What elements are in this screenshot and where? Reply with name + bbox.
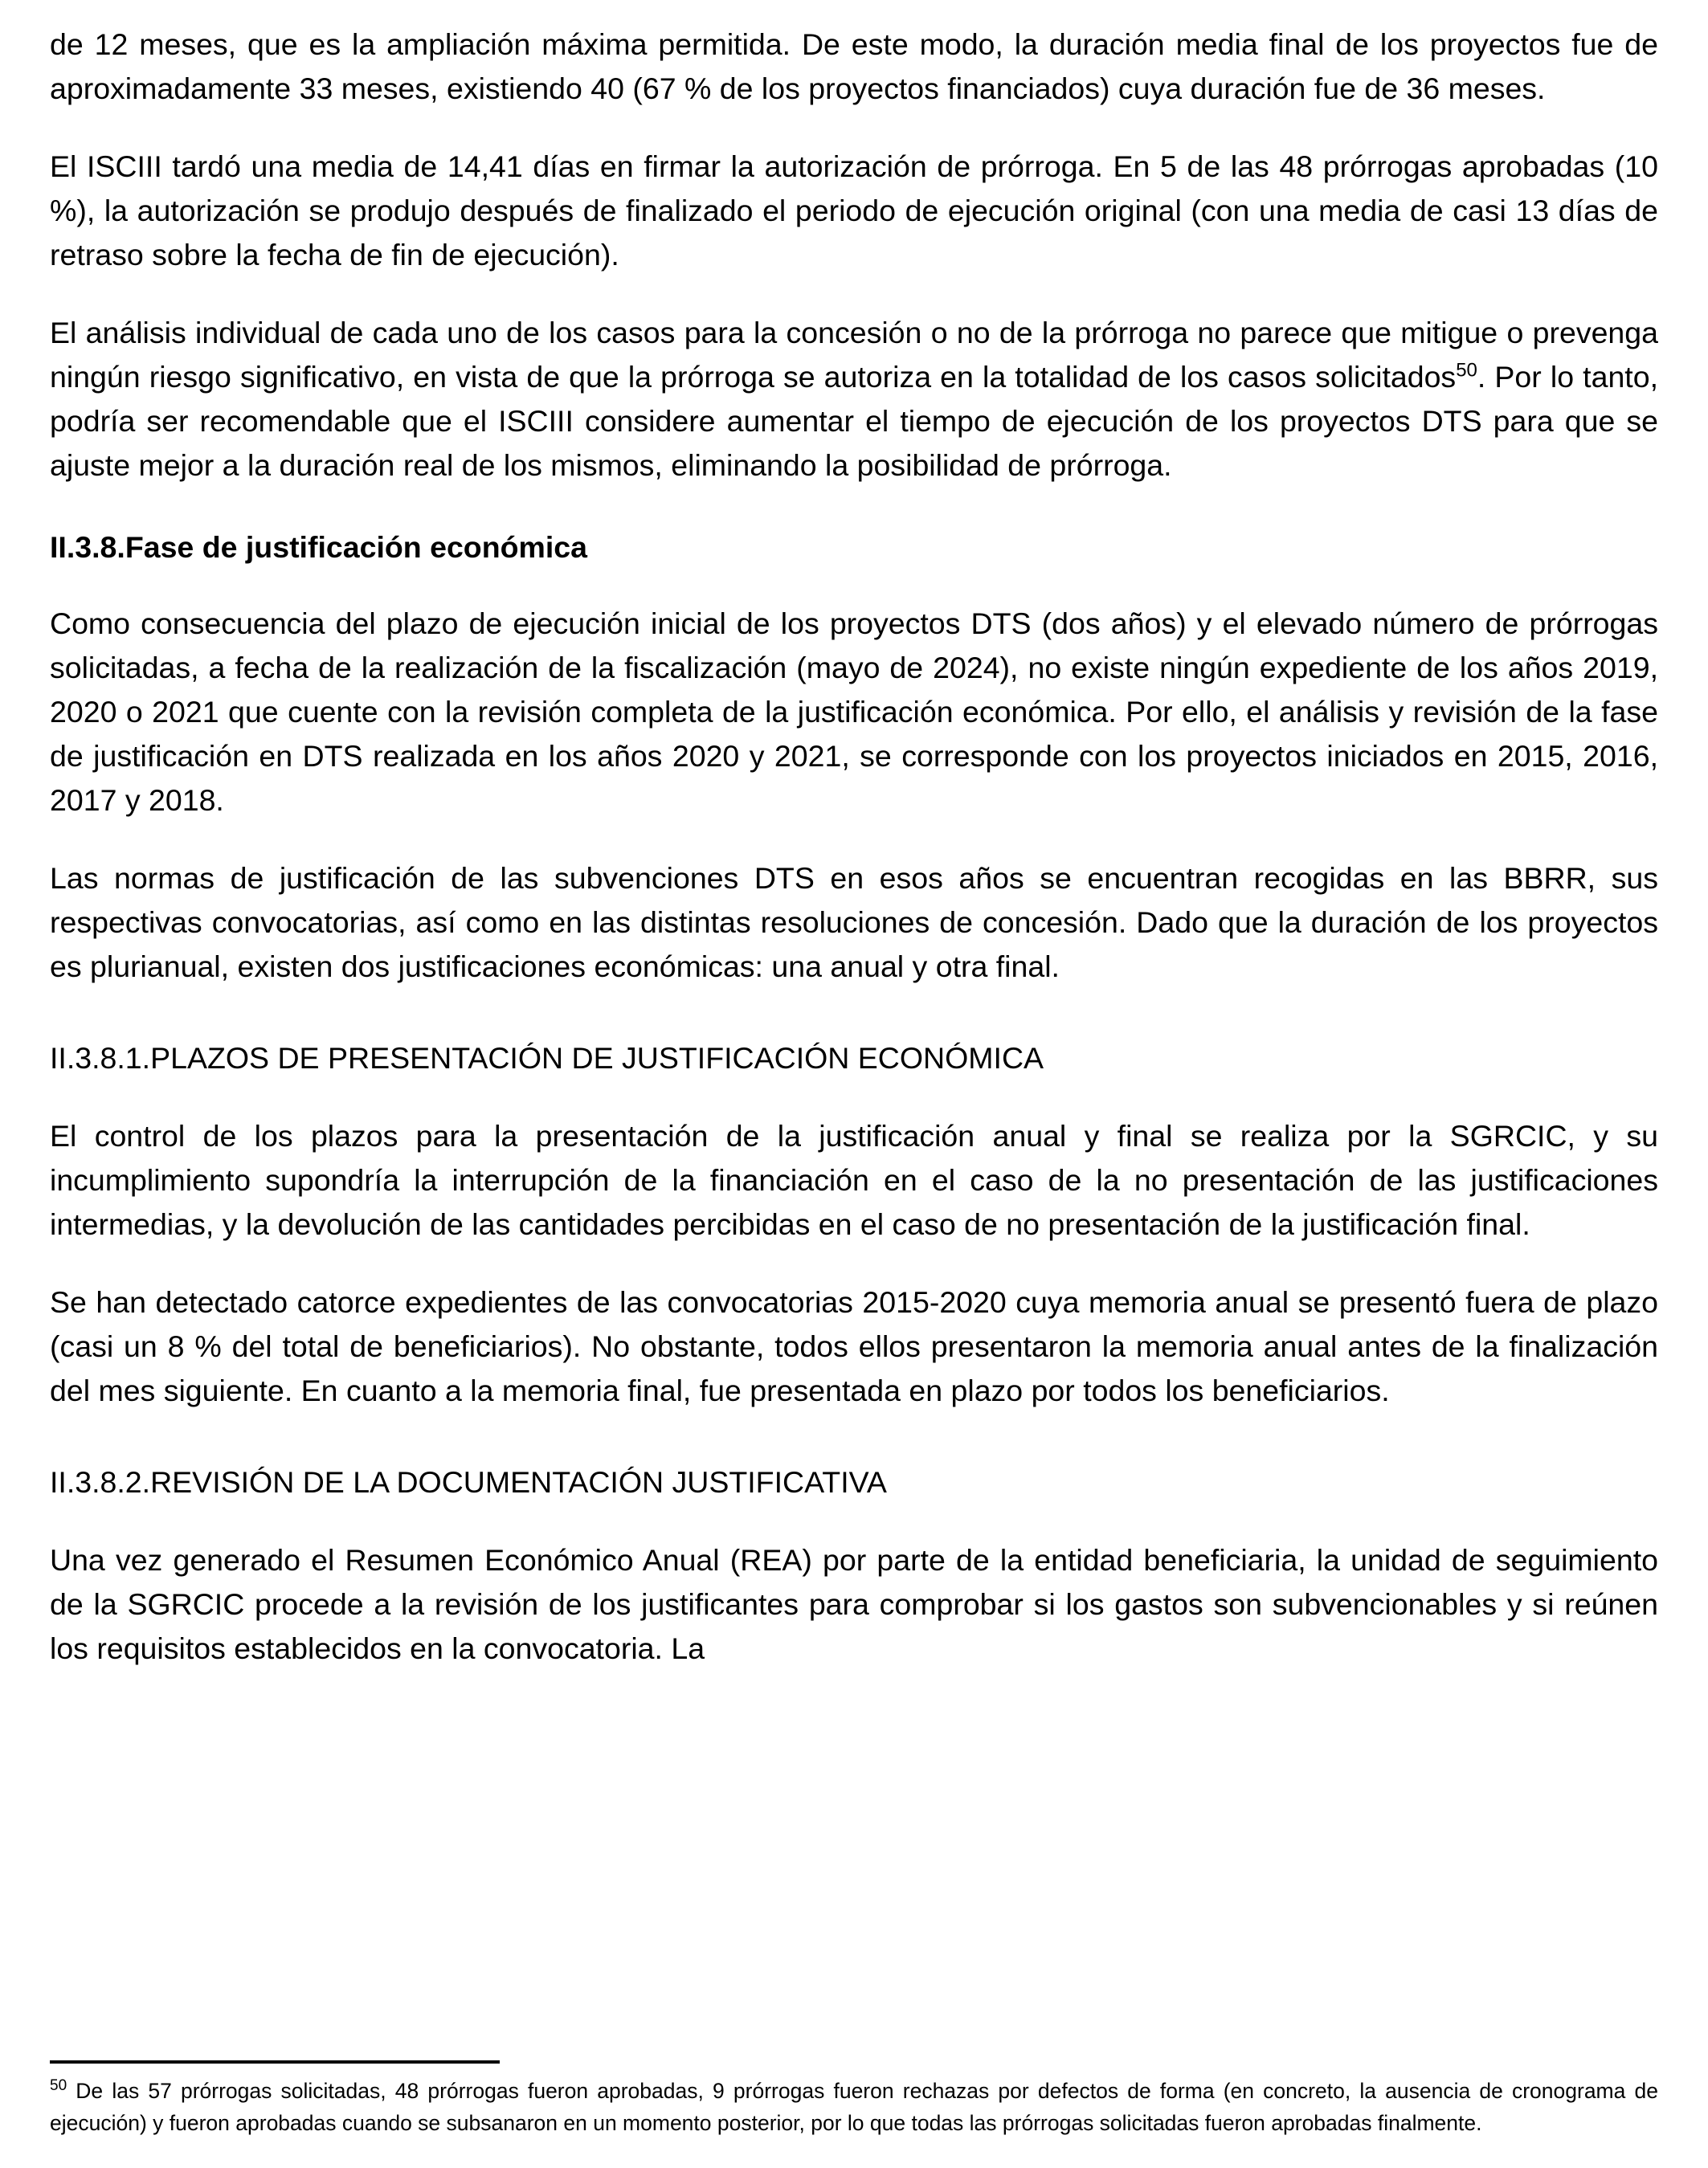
- footnote-number: 50: [50, 2077, 67, 2095]
- paragraph-execution-deadline: Como consecuencia del plazo de ejecución inicial de los proyectos DTS (dos años) y el elevado número de prórrogas solicitadas, a fecha de la realización de la fiscalización (mayo de 2024), no existe ningún expediente de los años 2019, 2020 o 2021 que cuente con la revisión completa de la justificación económica. Por ello, el análisis y revisión de la fase de justificación en DTS realizada en los años 2020 y 2021, se corresponde con los proyectos iniciados en 2015, 2016, 2017 y 2018.: [50, 606, 1658, 817]
- footnote-body-text: De las 57 prórrogas solicitadas, 48 prórrogas fueron aprobadas, 9 prórrogas fueron rechazas por defectos de forma (en concreto, la ausencia de cronograma de ejecución) y fueron aprobadas cuando se subsanaron en un momento posterior, por lo que todas las prórrogas solicitadas fueron aprobadas finalmente.: [50, 2079, 1658, 2135]
- paragraph-individual-analysis: [50, 311, 1658, 488]
- subsection-heading-2-number: II.3.8.2.: [50, 1465, 151, 1499]
- page-content: [50, 22, 1658, 1671]
- footnote-50: [50, 2075, 1658, 2139]
- paragraph-continuation-duration: de 12 meses, que es la ampliación máxima permitida. De este modo, la duración media final de los proyectos fue de aproximadamente 33 meses, existiendo 40 (67 % de los proyectos financiados) cuya duración fue de 36 meses.: [50, 27, 1658, 105]
- paragraph-individual-analysis-part-a: El análisis individual de cada uno de los casos para la concesión o no de la prórroga no parece que mitigue o prevenga ningún riesgo significativo, en vista de que la prórroga se autoriza en la totalidad de los casos solicitados: [50, 316, 1658, 394]
- section-heading-number: II.3.8.: [50, 530, 125, 564]
- paragraph-deadline-control: El control de los plazos para la presentación de la justificación anual y final se realiza por la SGRCIC, y su incumplimiento supondría la interrupción de la financiación en el caso de la no presentación de las justificaciones intermedias, y la devolución de las cantidades percibidas en el caso de no presentación de la justificación final.: [50, 1119, 1658, 1241]
- paragraph-late-files: Se han detectado catorce expedientes de las convocatorias 2015-2020 cuya memoria anual se presentó fuera de plazo (casi un 8 % del total de beneficiarios). No obstante, todos ellos presentaron la memoria anual antes de la finalización del mes siguiente. En cuanto a la memoria final, fue presentada en plazo por todos los beneficiarios.: [50, 1285, 1658, 1407]
- paragraph-rea-review: Una vez generado el Resumen Económico Anual (REA) por parte de la entidad beneficiaria, la unidad de seguimiento de la SGRCIC procede a la revisión de los justificantes para comprobar si los gastos son subvencionables y si reúnen los requisitos establecidos en la convocatoria. La: [50, 1543, 1658, 1665]
- subsection-heading-ii-3-8-1: [50, 1039, 1658, 1077]
- subsection-heading-1-number: II.3.8.1.: [50, 1041, 151, 1075]
- footnote-area: [50, 2060, 1658, 2139]
- section-heading-ii-3-8: [50, 528, 1658, 566]
- section-heading-title: Fase de justificación económica: [125, 530, 588, 564]
- subsection-heading-ii-3-8-2: [50, 1463, 1658, 1501]
- footnote-reference-50[interactable]: 50: [1456, 359, 1477, 382]
- footnote-separator-rule: [50, 2060, 500, 2064]
- subsection-heading-1-title: PLAZOS DE PRESENTACIÓN DE JUSTIFICACIÓN ECONÓMICA: [150, 1041, 1044, 1075]
- paragraph-isciii-signing-time: El ISCIII tardó una media de 14,41 días en firmar la autorización de prórroga. En 5 de las 48 prórrogas aprobadas (10 %), la autorización se produjo después de finalizado el periodo de ejecución original (con una media de casi 13 días de retraso sobre la fecha de fin de ejecución).: [50, 149, 1658, 272]
- paragraph-individual-analysis-part-b: . Por lo tanto, podría ser recomendable que el ISCIII considere aumentar el tiempo de ejecución de los proyectos DTS para que se ajuste mejor a la duración real de los mismos, eliminando la posibilidad de prórroga.: [50, 360, 1658, 482]
- subsection-heading-2-title: REVISIÓN DE LA DOCUMENTACIÓN JUSTIFICATIVA: [150, 1465, 887, 1499]
- paragraph-justification-rules: Las normas de justificación de las subvenciones DTS en esos años se encuentran recogidas en las BBRR, sus respectivas convocatorias, así como en las distintas resoluciones de concesión. Dado que la duración de los proyectos es plurianual, existen dos justificaciones económicas: una anual y otra final.: [50, 861, 1658, 983]
